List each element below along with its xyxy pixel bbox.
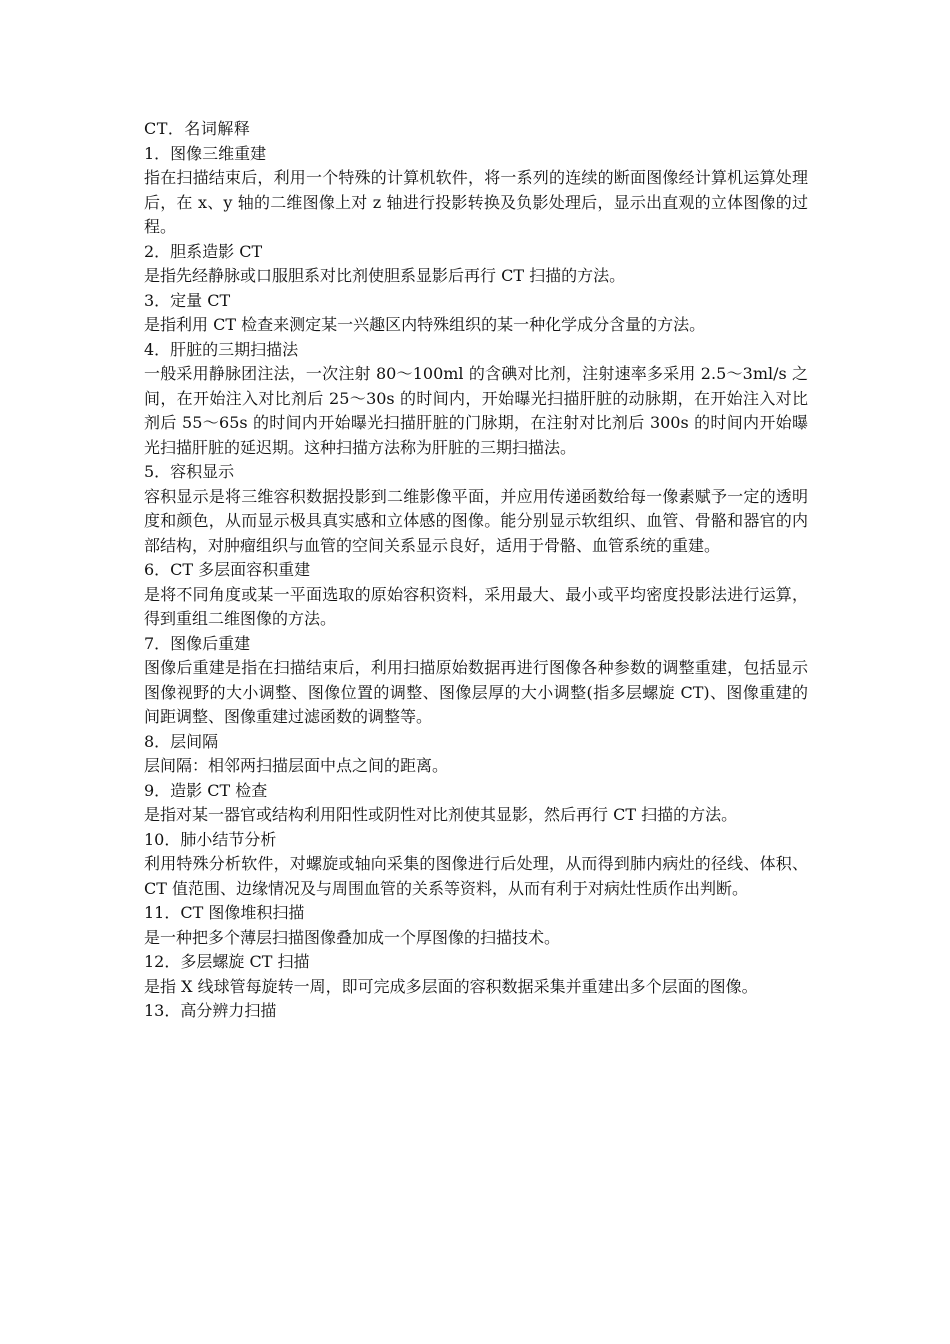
term-definition: 是指先经静脉或口服胆系对比剂使胆系显影后再行 CT 扫描的方法。 [144, 266, 626, 285]
term-heading: 8．层间隔 [144, 731, 219, 751]
term-heading: 9．造影 CT 检查 [144, 780, 268, 800]
term-heading: 3．定量 CT [144, 290, 231, 310]
document-title: CT．名词解释 [144, 119, 251, 138]
term-heading: 5．容积显示 [144, 462, 235, 481]
term-definition: 是指对某一器官或结构利用阳性或阴性对比剂使其显影，然后再行 CT 扫描的方法。 [144, 805, 738, 824]
term-heading: 1．图像三维重建 [144, 143, 267, 163]
term-definition: 一般采用静脉团注法，一次注射 80～100ml 的含碘对比剂，注射速率多采用 2.5～3ml/s 之间，在开始注入对比剂后 25～30s 的时间内，开始曝光扫描肝脏的动脉期，在开始注入对比剂后 55～65s 的时间内开始曝光扫描肝脏的门脉期，在注射对比剂后 300s 的时间内开始曝光扫描肝脏的延迟期。这种扫描方法称为肝脏的三期扫描法。 [144, 364, 808, 457]
term-definition: 是指 X 线球管每旋转一周，即可完成多层面的容积数据采集并重建出多个层面的图像。 [144, 976, 758, 996]
term-definition: 利用特殊分析软件，对螺旋或轴向采集的图像进行后处理，从而得到肺内病灶的径线、体积、CT 值范围、边缘情况及与周围血管的关系等资料，从而有利于对病灶性质作出判断。 [144, 854, 808, 898]
term-heading: 2．胆系造影 CT [144, 241, 263, 261]
term-heading: 7．图像后重建 [144, 633, 251, 653]
term-definition: 图像后重建是指在扫描结束后，利用扫描原始数据再进行图像各种参数的调整重建，包括显示图像视野的大小调整、图像位置的调整、图像层厚的大小调整(指多层螺旋 CT)、图像重建的间距调整、图像重建过滤函数的调整等。 [144, 658, 808, 726]
term-definition: 是指利用 CT 检查来测定某一兴趣区内特殊组织的某一种化学成分含量的方法。 [144, 315, 706, 334]
document-page [144, 117, 808, 1024]
term-heading: 4．肝脏的三期扫描法 [144, 339, 299, 359]
term-definition: 指在扫描结束后，利用一个特殊的计算机软件，将一系列的连续的断面图像经计算机运算处理后，在 x、y 轴的二维图像上对 z 轴进行投影转换及负影处理后，显示出直观的立体图像的过程。 [144, 168, 808, 236]
term-heading: 12．多层螺旋 CT 扫描 [144, 952, 310, 971]
term-definition: 层间隔：相邻两扫描层面中点之间的距离。 [144, 756, 449, 775]
term-definition: 容积显示是将三维容积数据投影到二维影像平面，并应用传递函数给每一像素赋予一定的透明度和颜色，从而显示极具真实感和立体感的图像。能分别显示软组织、血管、骨骼和器官的内部结构，对肿瘤组织与血管的空间关系显示良好，适用于骨骼、血管系统的重建。 [144, 486, 808, 555]
term-heading: 13．高分辨力扫描 [144, 1001, 277, 1020]
term-heading: 10．肺小结节分析 [144, 829, 277, 849]
term-definition: 是将不同角度或某一平面选取的原始容积资料，采用最大、最小或平均密度投影法进行运算，得到重组二维图像的方法。 [144, 584, 808, 628]
term-definition: 是一种把多个薄层扫描图像叠加成一个厚图像的扫描技术。 [144, 927, 561, 947]
term-heading: 11．CT 图像堆积扫描 [144, 903, 305, 922]
term-heading: 6．CT 多层面容积重建 [144, 560, 311, 579]
